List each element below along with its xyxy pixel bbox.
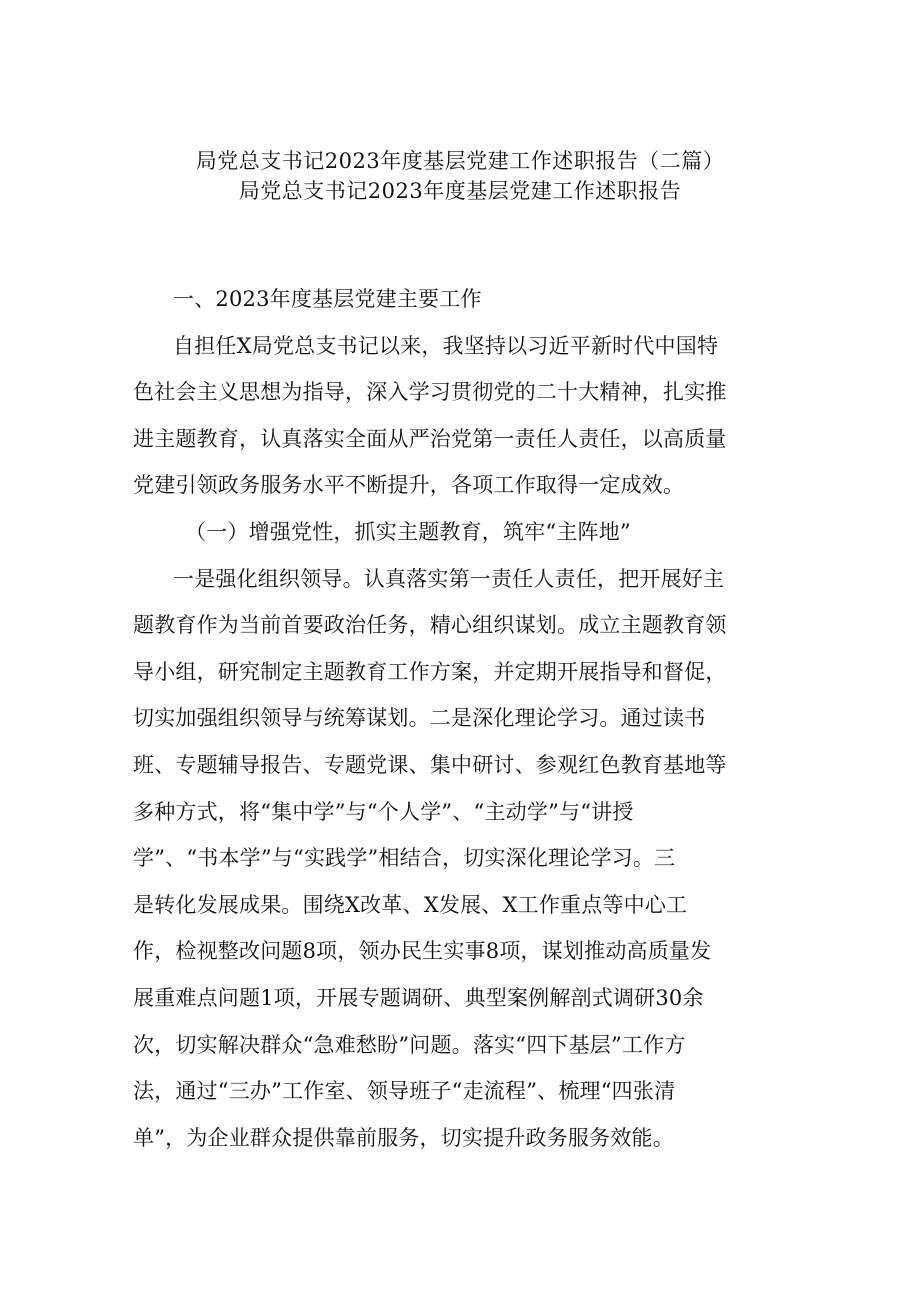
paragraph-line: 作，检视整改问题8项，领办民生实事8项，谋划推动高质量发 [133, 939, 712, 964]
paragraph-line: 进主题教育，认真落实全面从严治党第一责任人责任，以高质量 [133, 426, 727, 451]
paragraph-line: 班、专题辅导报告、专题党课、集中研讨、参观红色教育基地等 [133, 752, 727, 777]
subsection-heading: （一）增强党性，抓实主题教育，筑牢“主阵地” [185, 519, 631, 544]
paragraph-line: 自担任X局党总支书记以来，我坚持以习近平新时代中国特 [173, 333, 719, 358]
paragraph-line: 法，通过“三办”工作室、领导班子“走流程”、梳理“四张清 [133, 1079, 676, 1104]
paragraph-line: 党建引领政务服务水平不断提升，各项工作取得一定成效。 [133, 473, 685, 498]
paragraph-line: 一是强化组织领导。认真落实第一责任人责任，把开展好主 [173, 566, 725, 591]
document-subtitle: 局党总支书记2023年度基层党建工作述职报告 [238, 179, 682, 203]
paragraph-line: 是转化发展成果。围绕X改革、X发展、X工作重点等中心工 [133, 892, 688, 917]
paragraph-line: 学”、“书本学”与“实践学”相结合，切实深化理论学习。三 [133, 846, 676, 871]
paragraph-line: 切实加强组织领导与统筹谋划。二是深化理论学习。通过读书 [133, 706, 706, 731]
paragraph-line: 展重难点问题1项，开展专题调研、典型案例解剖式调研30余 [133, 985, 704, 1010]
paragraph-line: 色社会主义思想为指导，深入学习贯彻党的二十大精神，扎实推 [133, 380, 727, 405]
title-block [0, 146, 920, 206]
paragraph-line: 导小组，研究制定主题教育工作方案，并定期开展指导和督促， [133, 659, 727, 684]
paragraph-line: 次，切实解决群众“急难愁盼”问题。落实“四下基层”工作方 [133, 1032, 686, 1057]
document-title: 局党总支书记2023年度基层党建工作述职报告（二篇） [195, 149, 725, 173]
paragraph-line: 单”，为企业群众提供靠前服务，切实提升政务服务效能。 [133, 1125, 674, 1150]
document-body [133, 276, 785, 1161]
paragraph-line: 多种方式，将“集中学”与“个人学”、“主动学”与“讲授 [133, 799, 634, 824]
paragraph-line: 题教育作为当前首要政治任务，精心组织谋划。成立主题教育领 [133, 613, 727, 638]
section-heading: 一、2023年度基层党建主要工作 [173, 287, 482, 311]
